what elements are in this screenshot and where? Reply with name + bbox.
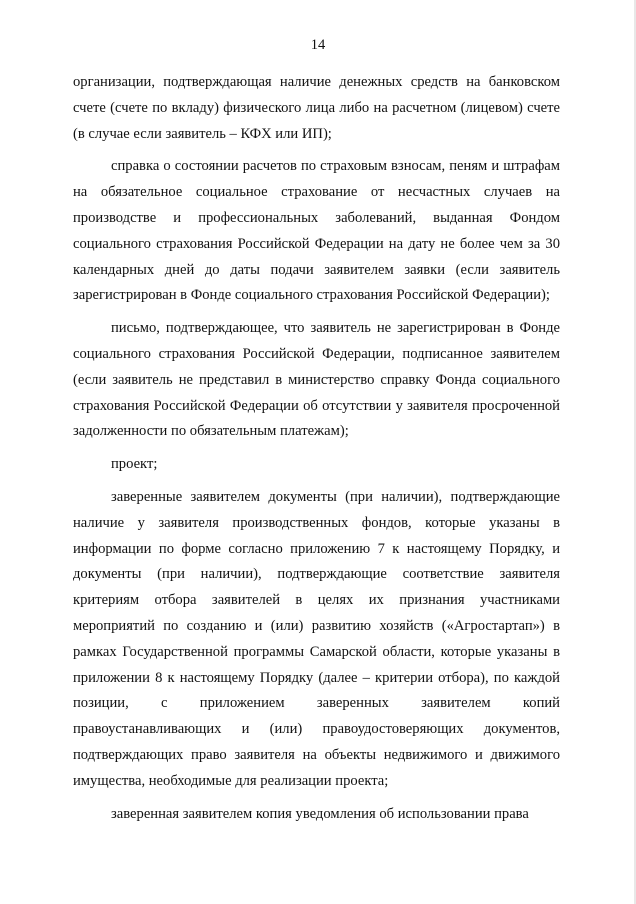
paragraph-insurance-certificate: справка о состоянии расчетов по страховым взносам, пеням и штрафам на обязательное социальное страхование от несчастных случаев на производстве и профессиональных заболеваний, выданная Фондом социального страхования Российской Федерации на дату не более чем за 30 календарных дней до даты подачи заявителем заявки (если заявитель зарегистрирован в Фонде социального страхования Российской Федерации); [73, 158, 560, 304]
paragraph-notification-copy: заверенная заявителем копия уведомления об использовании права [111, 805, 529, 822]
page-number: 14 [310, 37, 326, 53]
paragraph-fss-letter: письмо, подтверждающее, что заявитель не зарегистрирован в Фонде социального страхования Российской Федерации, подписанное заявителем (если заявитель не представил в министерство справку Фонда социального страхования Российской Федерации об отсутствии у заявителя просроченной задолженности по обязательным платежам); [73, 320, 560, 440]
paragraph-project: проект; [111, 456, 158, 473]
paragraph-bank-certificate-continuation: организации, подтверждающая наличие денежных средств на банковском счете (счете по вкладу) физического лица либо на расчетном (лицевом) счете (в случае если заявитель – КФХ или ИП); [73, 74, 560, 142]
document-body [73, 70, 560, 834]
paragraph-certified-documents: заверенные заявителем документы (при наличии), подтверждающие наличие у заявителя производственных фондов, которые указаны в информации по форме согласно приложению 7 к настоящему Порядку, и документы (при наличии), подтверждающие соответствие заявителя критериям отбора заявителей в целях их признания участниками мероприятий по созданию и (или) развитию хозяйств («Агростартап») в рамках Государственной программы Самарской области, которые указаны в приложении 8 к настоящему Порядку (далее – критерии отбора), по каждой позиции, с приложением заверенных заявителем копий правоустанавливающих и (или) правоудостоверяющих документов, подтверждающих право заявителя на объекты недвижимого и движимого имущества, необходимые для реализации проекта; [73, 488, 560, 789]
